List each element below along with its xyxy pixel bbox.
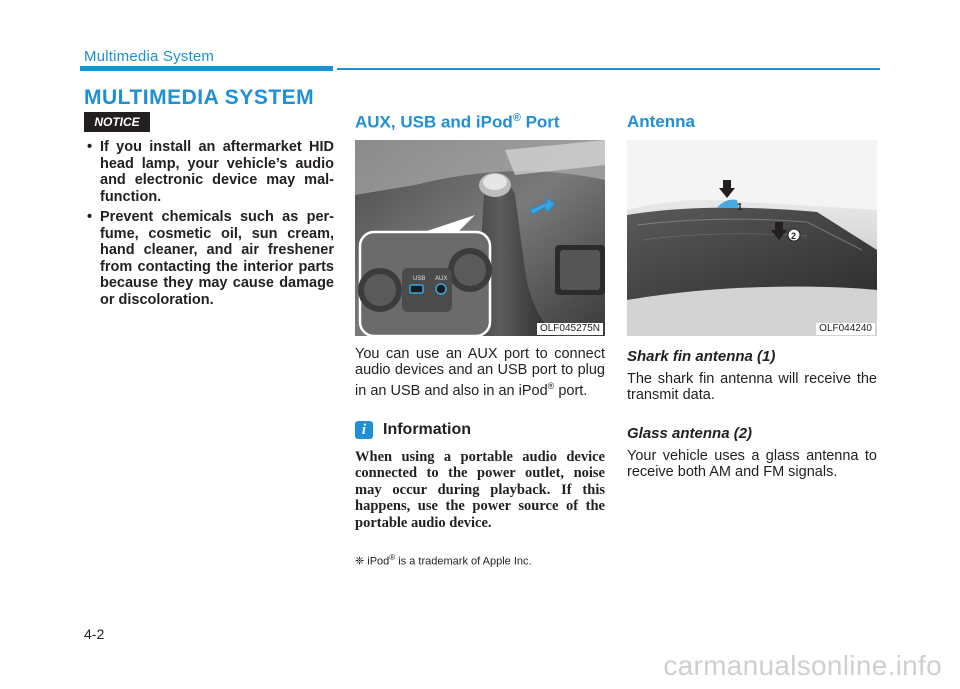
shark-fin-description: The shark fin antenna will receive the transmit data. [627, 371, 877, 403]
aux-usb-title: AUX, USB and iPod® Port [355, 112, 560, 132]
header-rule-left [80, 66, 333, 71]
information-icon: i [355, 421, 373, 439]
trademark-note: ❈ iPod® is a trademark of Apple Inc. [355, 553, 532, 568]
shark-fin-title: Shark fin antenna (1) [627, 348, 776, 365]
aux-usb-description: You can use an AUX port to connect audio devices and an USB port to plug in an USB and also in an iPod® port. [355, 346, 605, 399]
aux-usb-figure [355, 140, 605, 336]
information-header [355, 421, 605, 445]
usb-port-icon [410, 285, 423, 293]
antenna-section [627, 112, 877, 480]
aux-usb-section [355, 112, 605, 568]
figure-code: OLF045275N [537, 323, 603, 335]
usb-port-label: USB [413, 276, 426, 282]
aux-port-icon [436, 284, 446, 294]
antenna-figure [627, 140, 877, 336]
notice-item: • Prevent chemicals such as per-fume, cosmetic oil, sun cream, hand cleaner, and air freshener from contacting the interior parts because they may cause damage or discoloration. [84, 209, 334, 308]
notice-list [84, 139, 334, 312]
page-title: MULTIMEDIA SYSTEM [84, 86, 315, 109]
section-header: Multimedia System [84, 48, 215, 65]
center-console-illustration [355, 140, 605, 336]
figure-code: OLF044240 [816, 323, 875, 335]
watermark: carmanualsonline.info [663, 650, 942, 681]
callout-1: 1 [737, 202, 743, 213]
glass-antenna-title: Glass antenna (2) [627, 425, 753, 442]
glass-antenna-description: Your vehicle uses a glass antenna to receive both AM and FM signals. [627, 448, 877, 480]
information-text: When using a portable audio device connected to the power outlet, noise may occur during playback. If this happens, use the power source of the portable audio device. [355, 448, 605, 531]
aux-port-label: AUX [435, 276, 448, 282]
notice-badge: NOTICE [84, 112, 150, 132]
information-label: Information [383, 420, 471, 438]
callout-2: 2 [791, 231, 797, 241]
car-rear-illustration [627, 140, 877, 336]
notice-item: • If you install an aftermarket HID head lamp, your vehicle’s audio and electronic device may mal-function. [84, 139, 334, 205]
header-rule-right [337, 68, 880, 70]
antenna-title: Antenna [627, 112, 695, 131]
page-number: 4-2 [84, 626, 105, 642]
